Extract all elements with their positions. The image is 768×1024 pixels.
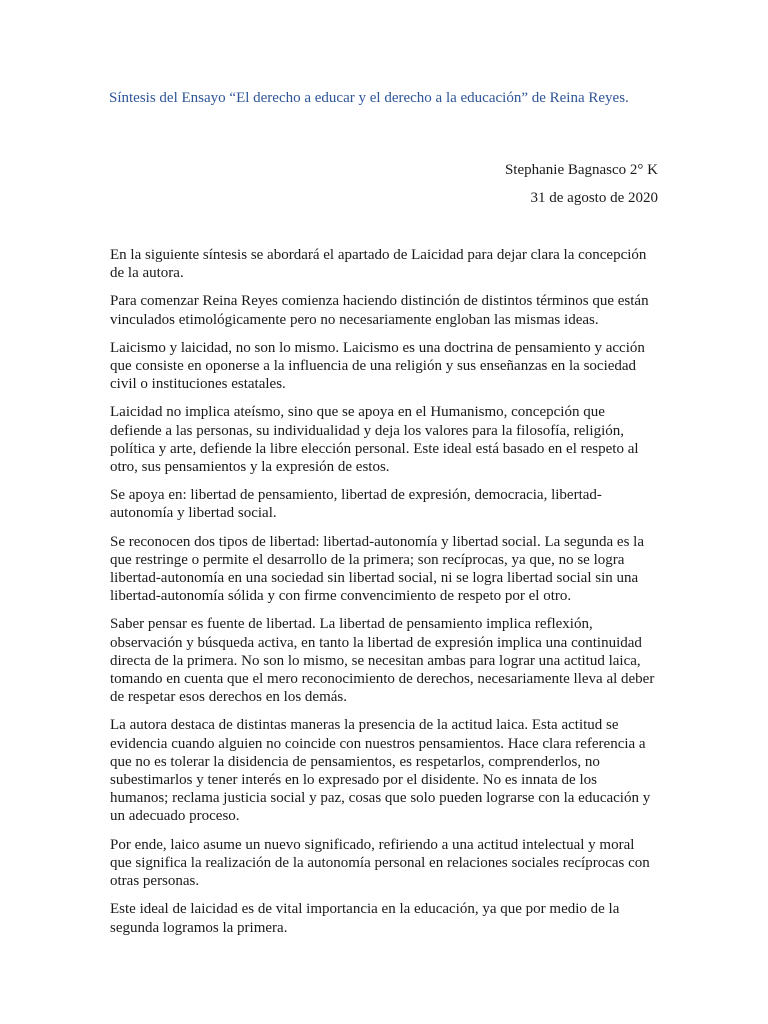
paragraph: Se apoya en: libertad de pensamiento, libertad de expresión, democracia, libertad-autonomía y libertad social. bbox=[110, 487, 602, 522]
paragraph: Saber pensar es fuente de libertad. La libertad de pensamiento implica reflexión, observación y búsqueda activa, en tanto la libertad de expresión implica una continuidad directa de la primera. No son lo mismo, se necesitan ambas para lograr una actitud laica, tomando en cuenta que el mero reconocimiento de derechos, necesariamente lleva al deber de respetar esos derechos en los demás. bbox=[110, 616, 655, 706]
author-name: Stephanie Bagnasco 2° K bbox=[504, 162, 658, 178]
paragraph: En la siguiente síntesis se abordará el apartado de Laicidad para dejar clara la concepción de la autora. bbox=[110, 247, 647, 282]
paragraph: Este ideal de laicidad es de vital importancia en la educación, ya que por medio de la segunda logramos la primera. bbox=[110, 901, 620, 936]
paragraph: Para comenzar Reina Reyes comienza haciendo distinción de distintos términos que están vinculados etimológicamente pero no necesariamente engloban las mismas ideas. bbox=[110, 293, 649, 328]
document-title: Síntesis del Ensayo “El derecho a educar y el derecho a la educación” de Reina Reyes. bbox=[109, 90, 629, 106]
paragraph: Por ende, laico asume un nuevo significado, refiriendo a una actitud intelectual y moral que significa la realización de la autonomía personal en relaciones sociales recíprocas con otras personas. bbox=[110, 836, 650, 890]
paragraph: Laicidad no implica ateísmo, sino que se apoya en el Humanismo, concepción que defiende a las personas, su individualidad y deja los valores para la filosofía, religión, política y arte, defiende la libre elección personal. Este ideal está basado en el respeto al otro, sus pensamientos y la expresión de estos. bbox=[110, 404, 639, 476]
author-block bbox=[505, 161, 658, 207]
document-body bbox=[110, 246, 658, 947]
paragraph: Laicismo y laicidad, no son lo mismo. Laicismo es una doctrina de pensamiento y acción que consiste en oponerse a la influencia de una religión y sus enseñanzas en la sociedad civil o instituciones estatales. bbox=[110, 339, 645, 393]
paragraph: Se reconocen dos tipos de libertad: libertad-autonomía y libertad social. La segunda es la que restringe o permite el desarrollo de la primera; son recíprocas, ya que, no se logra libertad-autonomía en una sociedad sin libertad social, ni se logra libertad social sin una libertad-autonomía sólida y con firme convencimiento de respeto por el otro. bbox=[110, 533, 644, 605]
document-date: 31 de agosto de 2020 bbox=[530, 190, 658, 206]
paragraph: La autora destaca de distintas maneras la presencia de la actitud laica. Esta actitud se evidencia cuando alguien no coincide con nuestros pensamientos. Hace clara referencia a que no es tolerar la disidencia de pensamientos, es respetarlos, comprenderlos, no subestimarlos y tener interés en lo expresado por el disidente. No es innata de los humanos; reclama justicia social y paz, cosas que solo pueden lograrse con la educación y un adecuado proceso. bbox=[110, 717, 651, 825]
